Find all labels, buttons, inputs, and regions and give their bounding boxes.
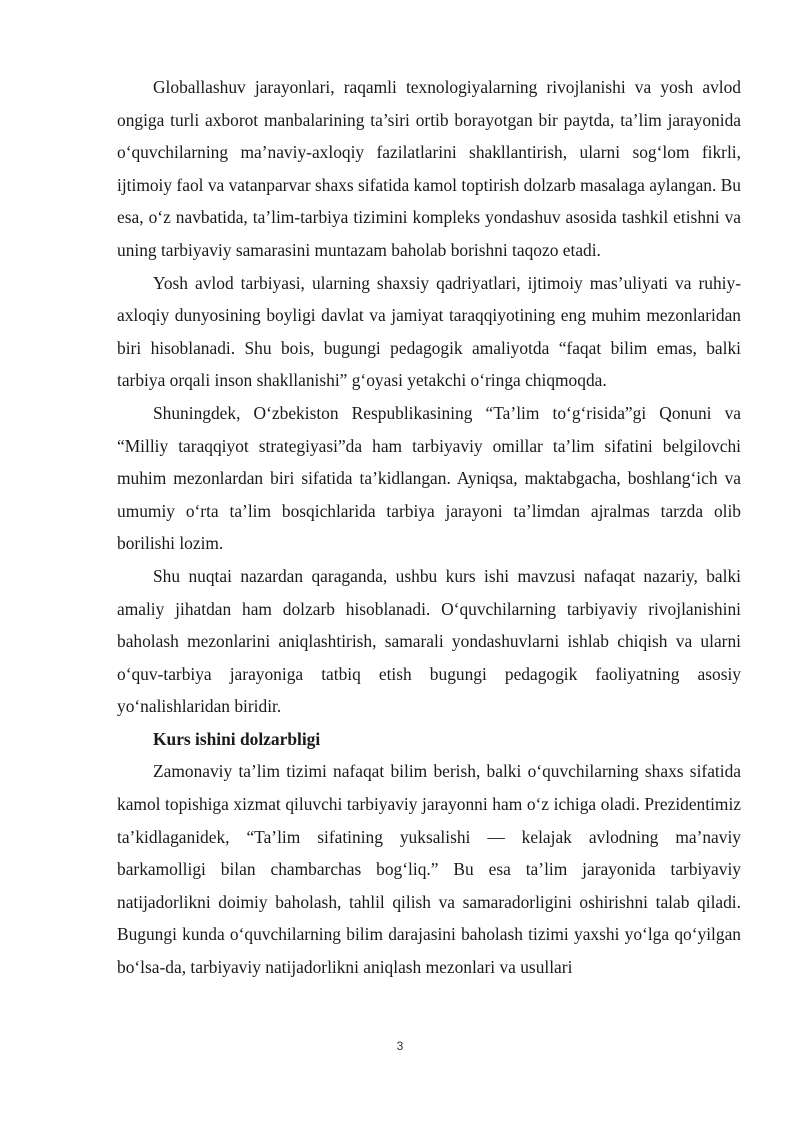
paragraph-youth-upbringing: Yosh avlod tarbiyasi, ularning shaxsiy qadriyatlari, ijtimoiy mas’uliyati va ruhiy-axloqiy dunyosining boyligi davlat va jamiyat taraqqiyotining eng muhim mezonlaridan biri hisoblanadi. Shu bois, bugungi pedagogik amaliyotda “faqat bilim emas, balki tarbiya orqali inson shakllanishi” g‘oyasi yetakchi o‘ringa chiqmoqda.: [117, 272, 741, 391]
section-heading: Kurs ishini dolzarbligi: [153, 728, 321, 749]
paragraph-globalization: Globallashuv jarayonlari, raqamli texnologiyalarning rivojlanishi va yosh avlod ongiga turli axborot manbalarining ta’siri ortib borayotgan bir paytda, ta’lim jarayonida o‘quvchilarning ma’naviy-axloqiy fazilatlarini shakllantirish, ularni sog‘lom fikrli, ijtimoiy faol va vatanparvar shaxs sifatida kamol toptirish dolzarb masalaga aylangan. Bu esa, o‘z navbatida, ta’lim-tarbiya tizimini kompleks yondashuv asosida tashkil etishni va uning tarbiyaviy samarasini muntazam baholab borishni taqozo etadi.: [117, 77, 741, 260]
paragraph-legislation: Shuningdek, O‘zbekiston Respublikasining “Ta’lim to‘g‘risida”gi Qonuni va “Milliy taraqqiyot strategiyasi”da ham tarbiyaviy omillar ta’lim sifatini belgilovchi muhim mezonlardan biri sifatida ta’kidlangan. Ayniqsa, maktabgacha, boshlang‘ich va umumiy o‘rta ta’lim bosqichlarida tarbiya jarayoni ta’limdan ajralmas tarzda olib borilishi lozim.: [117, 402, 741, 554]
page-number: 3: [396, 1039, 404, 1053]
paragraph-modern-education: Zamonaviy ta’lim tizimi nafaqat bilim berish, balki o‘quvchilarning shaxs sifatida kamol topishiga xizmat qiluvchi tarbiyaviy jarayonni ham o‘z ichiga oladi. Prezidentimiz ta’kidlaganidek, “Ta’lim sifatining yuksalishi — kelajak avlodning ma’naviy barkamolligi bilan chambarchas bog‘liq.” Bu esa ta’lim jarayonida tarbiyaviy natijadorlikni doimiy baholash, tahlil qilish va samaradorligini oshirishni talab qiladi. Bugungi kunda o‘quvchilarning bilim darajasini baholash tizimi yaxshi yo‘lga qo‘yilgan bo‘lsa-da, tarbiyaviy natijadorlikni aniqlash mezonlari va usullari: [117, 761, 741, 978]
paragraph-relevance: Shu nuqtai nazardan qaraganda, ushbu kurs ishi mavzusi nafaqat nazariy, balki amaliy jihatdan ham dolzarb hisoblanadi. O‘quvchilarning tarbiyaviy rivojlanishini baholash mezonlarini aniqlashtirish, samarali yondashuvlarni ishlab chiqish va ularni o‘quv-tarbiya jarayoniga tatbiq etish bugungi pedagogik faoliyatning asosiy yo‘nalishlaridan biridir.: [117, 565, 741, 717]
page-body: [117, 71, 741, 984]
